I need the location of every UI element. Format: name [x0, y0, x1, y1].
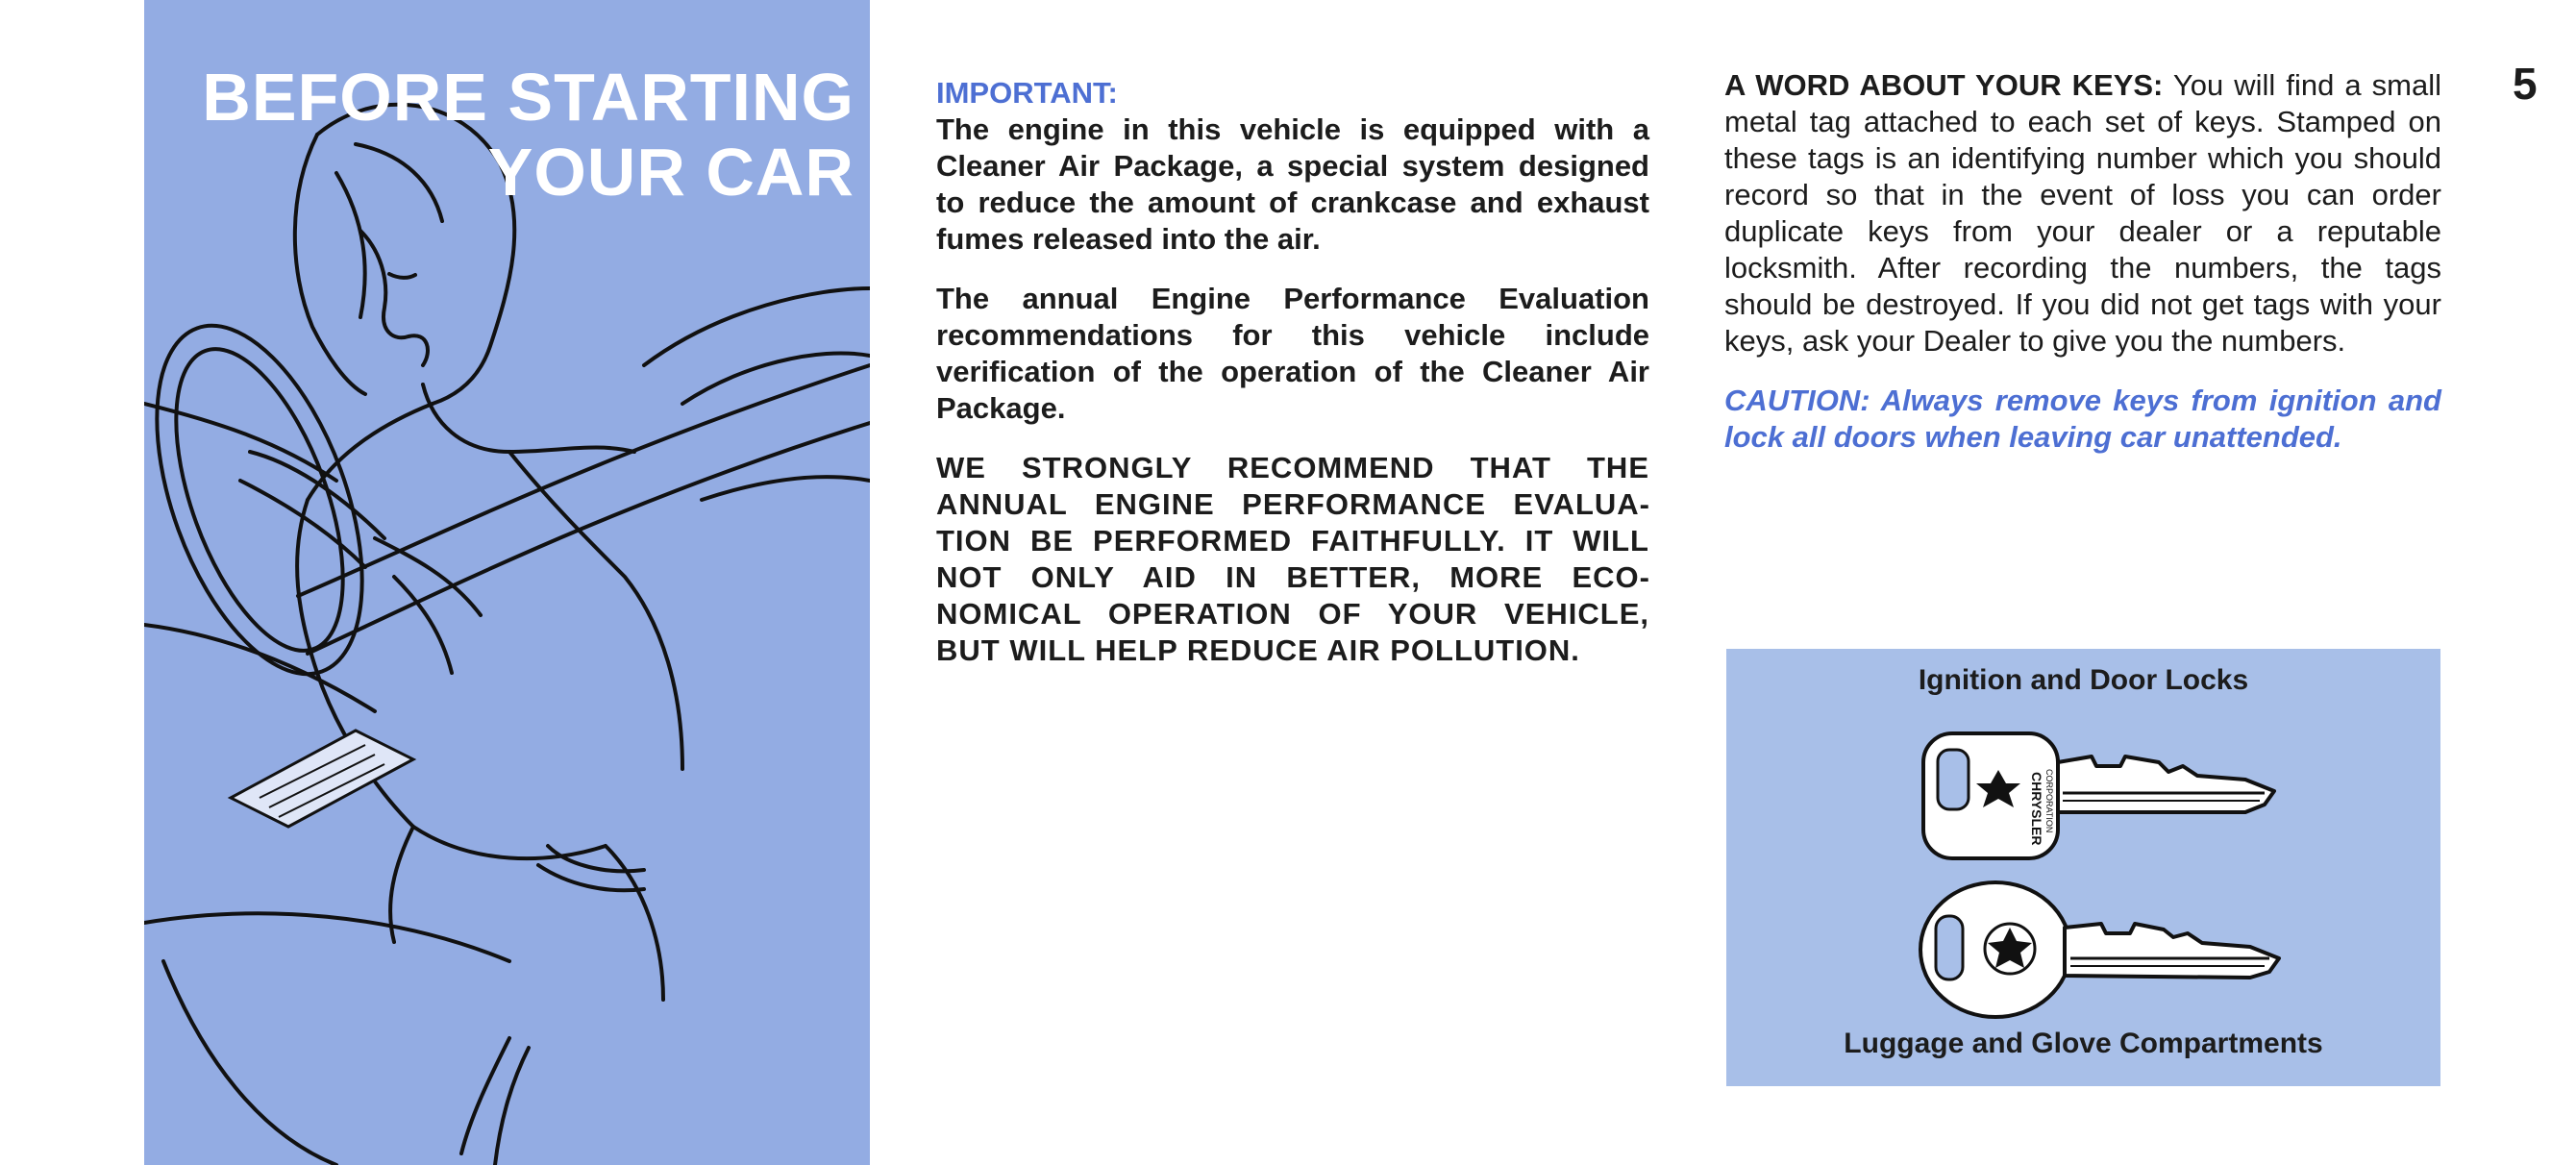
cover-illustration-panel — [144, 0, 870, 1165]
keys-paragraph — [1724, 67, 2441, 359]
keys-figure — [1726, 649, 2440, 1086]
important-label: IMPORTANT: — [936, 76, 1118, 110]
important-section — [936, 75, 1649, 692]
cover-title-line2: YOUR CAR — [487, 135, 855, 210]
caution-note: CAUTION: Always remove keys from ignition and lock all doors when leaving car unattended. — [1724, 384, 2441, 454]
evaluation-paragraph: The annual Engine Performance Evaluation recommendations for this vehicle include verification of the operation of the Cleaner Air Package. — [936, 282, 1649, 425]
ignition-key-caption: Ignition and Door Locks — [1918, 664, 2249, 696]
luggage-key-caption: Luggage and Glove Compartments — [1844, 1028, 2323, 1059]
key-stamp-corp: CORPORATION — [2044, 769, 2054, 833]
cover-title — [202, 60, 855, 210]
recommendation-paragraph: WE STRONGLY RECOMMEND THAT THE ANNUAL ENGINE PERFORMANCE EVALUATION BE PERFORMED FAITHFULLY. IT WILL NOT ONLY AID IN BETTER, MORE ECONOMICAL OPERATION OF YOUR VEHICLE, BUT WILL HELP REDUCE AIR POLLUTION. — [936, 451, 1649, 667]
keys-section — [1724, 67, 2441, 485]
keys-drawing — [1726, 649, 2440, 1086]
page-number: 5 — [2513, 59, 2538, 109]
cover-title-line1: BEFORE STARTING — [202, 60, 855, 135]
ignition-key-icon — [1923, 733, 2274, 858]
key-stamp-brand: CHRYSLER — [2029, 772, 2044, 846]
keys-heading: A WORD ABOUT YOUR KEYS: — [1724, 68, 2164, 102]
cleaner-air-paragraph: The engine in this vehicle is equipped with a Cleaner Air Package, a special system designed to reduce the amount of crankcase and exhaust fumes released into the air. — [936, 112, 1649, 256]
luggage-key-icon — [1920, 882, 2279, 1017]
keys-text: You will find a small metal tag attached to each set of keys. Stamped on these tags is an identifying number which you should record so that in the event of loss you can order duplicate keys from your dealer or a reputable locksmith. After recording the numbers, the tags should be destroyed. If you did not get tags with your keys, ask your Dealer to give you the numbers. — [1724, 68, 2441, 358]
